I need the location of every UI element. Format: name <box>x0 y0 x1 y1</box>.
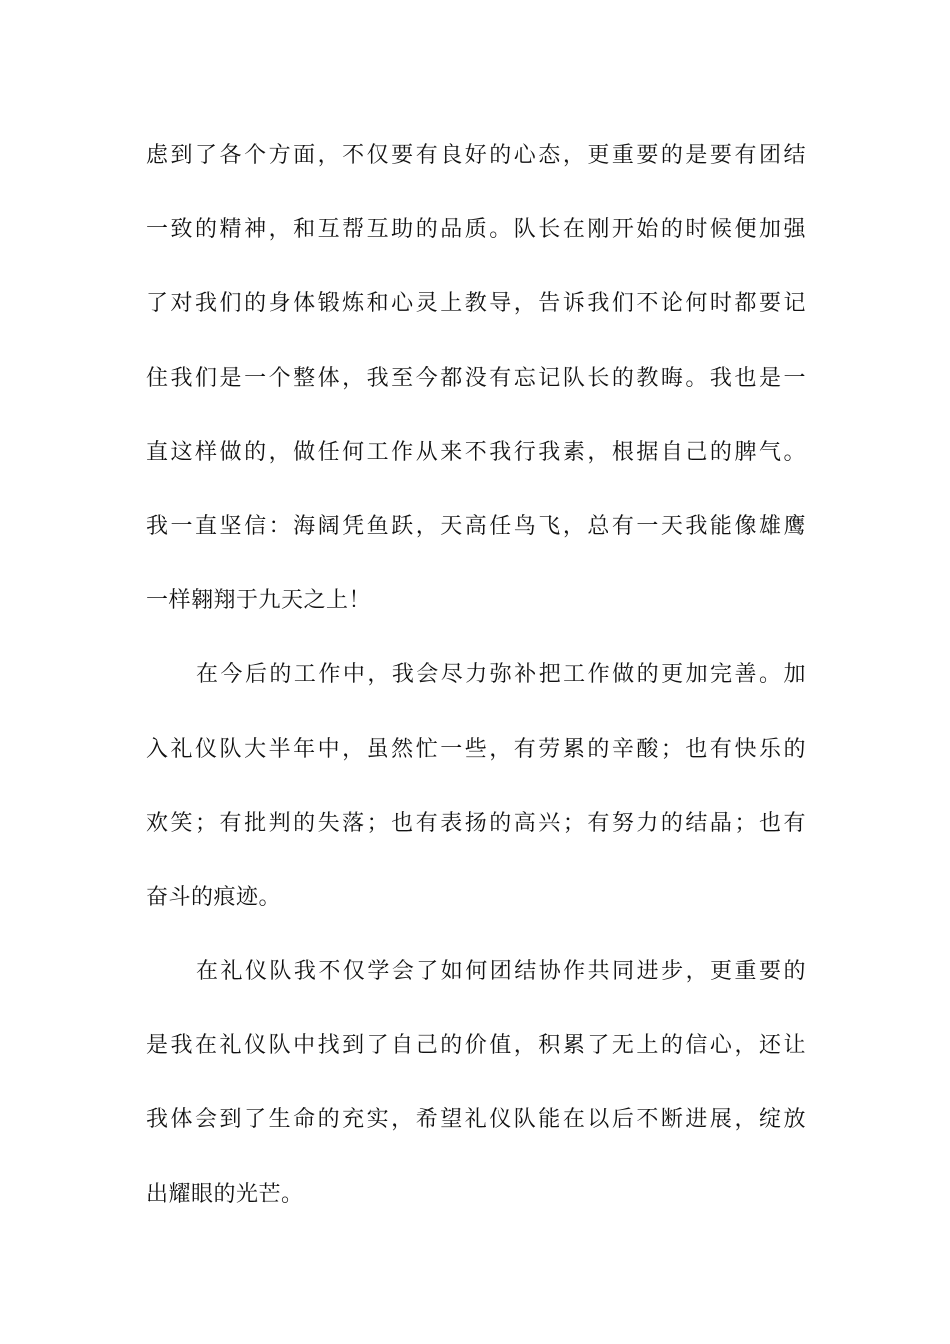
text-line: 了对我们的身体锻炼和心灵上教导，告诉我们不论何时都要记 <box>146 291 806 317</box>
paragraph-first-line: 在今后的工作中，我会尽力弥补把工作做的更加完善。加 <box>196 662 806 688</box>
text-line: 我一直坚信：海阔凭鱼跃，天高任鸟飞，总有一天我能像雄鹰 <box>146 513 806 539</box>
text-line: 是我在礼仪队中找到了自己的价值，积累了无上的信心，还让 <box>146 1033 806 1059</box>
text-line: 一样翱翔于九天之上！ <box>146 588 372 614</box>
text-line: 入礼仪队大半年中，虽然忙一些，有劳累的辛酸；也有快乐的 <box>146 736 806 762</box>
text-line: 奋斗的痕迹。 <box>146 884 282 910</box>
body-text <box>146 126 806 1239</box>
text-line: 虑到了各个方面，不仅要有良好的心态，更重要的是要有团结 <box>146 143 806 168</box>
text-line: 住我们是一个整体，我至今都没有忘记队长的教晦。我也是一 <box>146 365 806 391</box>
text-line: 欢笑；有批判的失落；也有表扬的高兴；有努力的结晶；也有 <box>146 810 806 836</box>
text-line: 出耀眼的光芒。 <box>146 1181 304 1207</box>
text-line: 一致的精神，和互帮互助的品质。队长在刚开始的时候便加强 <box>146 217 806 243</box>
paragraph-first-line: 在礼仪队我不仅学会了如何团结协作共同进步，更重要的 <box>196 959 806 985</box>
text-line: 我体会到了生命的充实，希望礼仪队能在以后不断进展，绽放 <box>146 1107 806 1133</box>
text-line: 直这样做的，做任何工作从来不我行我素，根据自己的脾气。 <box>146 439 806 465</box>
